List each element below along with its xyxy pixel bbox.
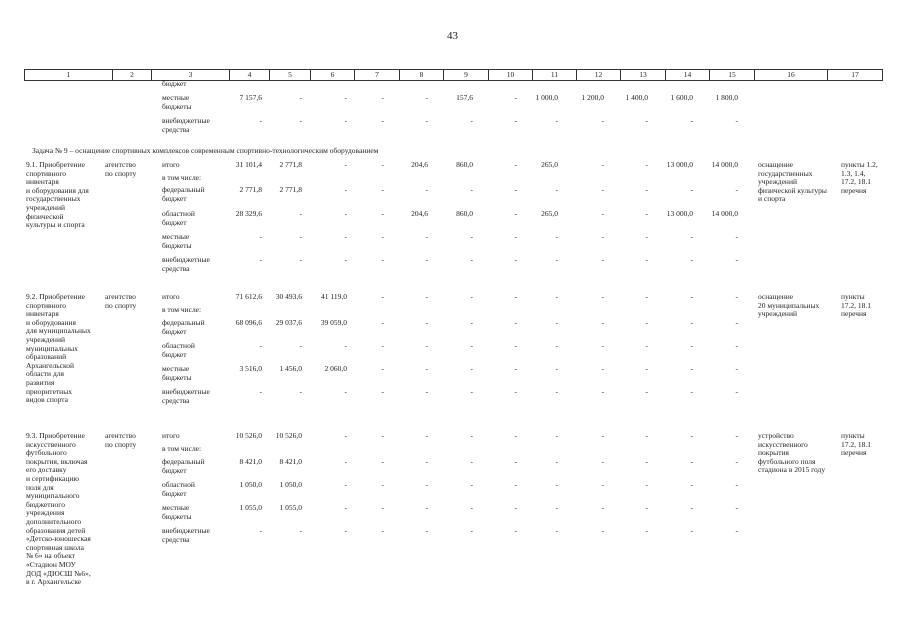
block1-loc-col7: -: [381, 232, 384, 241]
block3-reg-col7: -: [381, 480, 384, 489]
block2-ext-col4: -: [259, 387, 262, 396]
block1-label-total: итого: [162, 160, 180, 169]
block2-total-col9: -: [470, 292, 473, 301]
block2-total-col15: -: [735, 292, 738, 301]
block2-reg-col11: -: [555, 341, 558, 350]
block3-total-col9: -: [470, 431, 473, 440]
block1-name: 9.1. Приобретение спортивного инвентаря и оборудования для государственных учреждений физической культуры и спорта: [26, 160, 89, 230]
block1-label-incl: в том числе:: [162, 173, 202, 182]
block3-fed-col14: -: [690, 457, 693, 466]
block2-reg-col7: -: [381, 341, 384, 350]
block3-label-ext: внебюджетные средства: [162, 526, 210, 544]
block1-total-col10: -: [514, 160, 517, 169]
block1-fed-col13: -: [645, 185, 648, 194]
block1-loc-col15: -: [735, 232, 738, 241]
block2-loc-col13: -: [645, 364, 648, 373]
block3-reg-col6: -: [344, 480, 347, 489]
block1-reg-col6: -: [344, 209, 347, 218]
block3-loc-col9: -: [470, 503, 473, 512]
row-label-extra: внебюджетные средства: [162, 116, 210, 134]
block1-total-col15: 14 000,0: [711, 160, 738, 169]
block1-ext-col14: -: [690, 255, 693, 264]
block1-points: пункты 1.2, 1.3, 1.4, 17.2, 18.1 перечня: [841, 160, 878, 195]
block3-label-incl: в том числе:: [162, 444, 202, 453]
block1-reg-col4: 28 329,6: [235, 209, 262, 218]
block1-total-col4: 31 101,4: [235, 160, 262, 169]
block3-total-col8: -: [425, 431, 428, 440]
block3-total-col13: -: [645, 431, 648, 440]
block2-ext-col14: -: [690, 387, 693, 396]
block1-loc-col9: -: [470, 232, 473, 241]
block1-ext-col12: -: [601, 255, 604, 264]
top-extra-col8: -: [425, 116, 428, 125]
block2-ext-col8: -: [425, 387, 428, 396]
block2-label-incl: в том числе:: [162, 305, 202, 314]
top-extra-col14: -: [690, 116, 693, 125]
header-col-14: 14: [665, 70, 709, 80]
block2-ext-col13: -: [645, 387, 648, 396]
block3-reg-col10: -: [514, 480, 517, 489]
block1-reg-col8: 204,6: [411, 209, 428, 218]
header-col-2: 2: [112, 70, 151, 80]
block2-fed-col5: 29 037,6: [275, 318, 302, 327]
block2-fed-col4: 68 096,6: [235, 318, 262, 327]
block1-loc-col4: -: [259, 232, 262, 241]
top-local-col5: -: [299, 93, 302, 102]
block2-ext-col5: -: [299, 387, 302, 396]
block3-executor: агентство по спорту: [105, 431, 137, 449]
block3-reg-col11: -: [555, 480, 558, 489]
top-extra-col13: -: [645, 116, 648, 125]
block1-total-col11: 265,0: [541, 160, 558, 169]
block1-label-loc: местные бюджеты: [162, 232, 192, 250]
block3-label-total: итого: [162, 431, 180, 440]
block2-fed-col14: -: [690, 318, 693, 327]
block2-result: оснащение 20 муниципальных учреждений: [758, 292, 820, 319]
block3-fed-col5: 8 421,0: [279, 457, 302, 466]
block3-ext-col6: -: [344, 526, 347, 535]
block2-loc-col4: 3 516,0: [239, 364, 262, 373]
block3-points: пункты 17.2, 18.1 перечня: [841, 431, 871, 458]
block3-total-col5: 10 526,0: [275, 431, 302, 440]
block3-label-fed: федеральный бюджет: [162, 457, 205, 475]
block2-reg-col9: -: [470, 341, 473, 350]
block3-loc-col10: -: [514, 503, 517, 512]
block3-ext-col8: -: [425, 526, 428, 535]
block1-ext-col10: -: [514, 255, 517, 264]
header-col-7: 7: [354, 70, 399, 80]
block1-fed-col14: -: [690, 185, 693, 194]
top-local-col14: 1 600,0: [670, 93, 693, 102]
block3-total-col15: -: [735, 431, 738, 440]
block1-ext-col15: -: [735, 255, 738, 264]
header-col-3: 3: [151, 70, 229, 80]
block2-total-col10: -: [514, 292, 517, 301]
top-local-col13: 1 400,0: [625, 93, 648, 102]
block2-ext-col12: -: [601, 387, 604, 396]
block1-fed-col12: -: [601, 185, 604, 194]
block2-reg-col15: -: [735, 341, 738, 350]
block3-ext-col12: -: [601, 526, 604, 535]
block1-reg-col15: 14 000,0: [711, 209, 738, 218]
block1-reg-col14: 13 000,0: [666, 209, 693, 218]
block2-fed-col10: -: [514, 318, 517, 327]
block3-fed-col9: -: [470, 457, 473, 466]
block2-loc-col14: -: [690, 364, 693, 373]
block1-total-col14: 13 000,0: [666, 160, 693, 169]
block1-label-fed: федеральный бюджет: [162, 185, 205, 203]
block3-loc-col8: -: [425, 503, 428, 512]
block2-ext-col9: -: [470, 387, 473, 396]
block3-ext-col9: -: [470, 526, 473, 535]
block2-fed-col11: -: [555, 318, 558, 327]
header-col-5: 5: [269, 70, 310, 80]
block3-result: устройство искусственного покрытия футбольного поля стадиона в 2015 году: [758, 431, 826, 475]
block2-fed-col15: -: [735, 318, 738, 327]
top-local-col11: 1 000,0: [535, 93, 558, 102]
block1-ext-col13: -: [645, 255, 648, 264]
block3-loc-col14: -: [690, 503, 693, 512]
block1-total-col5: 2 771,8: [279, 160, 302, 169]
block1-ext-col7: -: [381, 255, 384, 264]
row-label-budget: бюджет: [162, 79, 187, 88]
block3-fed-col7: -: [381, 457, 384, 466]
block2-total-col6: 41 119,0: [321, 292, 347, 301]
block3-reg-col5: 1 050,0: [279, 480, 302, 489]
block3-total-col7: -: [381, 431, 384, 440]
task-title: Задача № 9 – оснащение спортивных комплексов современным спортивно-технологическим оборудованием: [32, 146, 379, 155]
block2-fed-col13: -: [645, 318, 648, 327]
block3-label-reg: областной бюджет: [162, 480, 195, 498]
block1-ext-col11: -: [555, 255, 558, 264]
block1-loc-col11: -: [555, 232, 558, 241]
block2-label-reg: областной бюджет: [162, 341, 195, 359]
top-extra-col11: -: [555, 116, 558, 125]
block2-reg-col10: -: [514, 341, 517, 350]
block3-ext-col15: -: [735, 526, 738, 535]
block2-loc-col15: -: [735, 364, 738, 373]
block3-reg-col13: -: [645, 480, 648, 489]
block3-total-col14: -: [690, 431, 693, 440]
block1-loc-col10: -: [514, 232, 517, 241]
block2-label-loc: местные бюджеты: [162, 364, 192, 382]
block2-reg-col5: -: [299, 341, 302, 350]
block1-ext-col5: -: [299, 255, 302, 264]
block2-total-col11: -: [555, 292, 558, 301]
block3-reg-col12: -: [601, 480, 604, 489]
header-col-16: 16: [754, 70, 827, 80]
block2-label-fed: федеральный бюджет: [162, 318, 205, 336]
header-col-11: 11: [532, 70, 576, 80]
block3-total-col11: -: [555, 431, 558, 440]
block3-fed-col13: -: [645, 457, 648, 466]
block2-reg-col8: -: [425, 341, 428, 350]
block2-loc-col7: -: [381, 364, 384, 373]
top-extra-col9: -: [470, 116, 473, 125]
block2-label-ext: внебюджетные средства: [162, 387, 210, 405]
block3-ext-col10: -: [514, 526, 517, 535]
block1-ext-col9: -: [470, 255, 473, 264]
block1-ext-col6: -: [344, 255, 347, 264]
block3-reg-col4: 1 050,0: [239, 480, 262, 489]
block2-total-col8: -: [425, 292, 428, 301]
block1-executor: агентство по спорту: [105, 160, 137, 178]
block3-ext-col5: -: [299, 526, 302, 535]
block2-loc-col10: -: [514, 364, 517, 373]
block2-total-col12: -: [601, 292, 604, 301]
top-extra-col5: -: [299, 116, 302, 125]
block1-fed-col10: -: [514, 185, 517, 194]
block2-fed-col9: -: [470, 318, 473, 327]
header-col-10: 10: [488, 70, 532, 80]
block1-loc-col13: -: [645, 232, 648, 241]
row-label-local: местные бюджеты: [162, 93, 192, 111]
block1-loc-col5: -: [299, 232, 302, 241]
block3-reg-col14: -: [690, 480, 693, 489]
block2-loc-col6: 2 060,0: [324, 364, 347, 373]
block3-loc-col11: -: [555, 503, 558, 512]
block1-label-reg: областной бюджет: [162, 209, 195, 227]
block3-name: 9.3. Приобретение искусственного футбольного покрытия, включая его доставку и сертификацию поля для муниципального бюджетного учреждения дополнительного образования детей «Детско-юношеская спортивная школа № 6» на объект «Стадион МОУ ДОД «ДЮСШ №6», в г. Архангельске: [26, 431, 91, 587]
header-col-15: 15: [709, 70, 754, 80]
block2-name: 9.2. Приобретение спортивного инвентаря и оборудования для муниципальных учреждений муниципальных образований Архангельской области для развития приоритетных видов спорта: [26, 292, 91, 405]
block3-ext-col14: -: [690, 526, 693, 535]
block3-loc-col6: -: [344, 503, 347, 512]
block3-total-col10: -: [514, 431, 517, 440]
block2-loc-col5: 1 456,0: [279, 364, 302, 373]
block3-fed-col15: -: [735, 457, 738, 466]
block1-reg-col9: 860,0: [456, 209, 473, 218]
block1-fed-col7: -: [381, 185, 384, 194]
block3-fed-col4: 8 421,0: [239, 457, 262, 466]
block2-total-col7: -: [381, 292, 384, 301]
block3-fed-col8: -: [425, 457, 428, 466]
block2-total-col4: 71 612,6: [235, 292, 262, 301]
block3-loc-col15: -: [735, 503, 738, 512]
block3-loc-col12: -: [601, 503, 604, 512]
block1-total-col6: -: [344, 160, 347, 169]
top-extra-col4: -: [259, 116, 262, 125]
block2-executor: агентство по спорту: [105, 292, 137, 310]
header-col-6: 6: [310, 70, 354, 80]
block1-fed-col5: 2 771,8: [279, 185, 302, 194]
block1-fed-col9: -: [470, 185, 473, 194]
block1-reg-col11: 265,0: [541, 209, 558, 218]
block3-loc-col4: 1 055,0: [239, 503, 262, 512]
block1-total-col12: -: [601, 160, 604, 169]
block3-loc-col7: -: [381, 503, 384, 512]
block1-result: оснащение государственных учреждений физической культуры и спорта: [758, 160, 827, 204]
header-col-12: 12: [576, 70, 620, 80]
block3-ext-col13: -: [645, 526, 648, 535]
block2-loc-col11: -: [555, 364, 558, 373]
block2-reg-col14: -: [690, 341, 693, 350]
block3-reg-col9: -: [470, 480, 473, 489]
block3-ext-col4: -: [259, 526, 262, 535]
header-col-8: 8: [399, 70, 443, 80]
block2-ext-col6: -: [344, 387, 347, 396]
block2-reg-col12: -: [601, 341, 604, 350]
block2-fed-col8: -: [425, 318, 428, 327]
block1-total-col9: 860,0: [456, 160, 473, 169]
block2-ext-col7: -: [381, 387, 384, 396]
page-number: 43: [447, 30, 458, 42]
top-local-col6: -: [344, 93, 347, 102]
top-extra-col6: -: [344, 116, 347, 125]
block3-fed-col12: -: [601, 457, 604, 466]
block1-loc-col12: -: [601, 232, 604, 241]
header-col-4: 4: [229, 70, 269, 80]
header-col-13: 13: [620, 70, 665, 80]
block2-ext-col11: -: [555, 387, 558, 396]
block3-loc-col13: -: [645, 503, 648, 512]
block1-fed-col8: -: [425, 185, 428, 194]
top-local-col15: 1 800,0: [715, 93, 738, 102]
block3-total-col6: -: [344, 431, 347, 440]
column-number-header: [24, 69, 883, 81]
block2-reg-col6: -: [344, 341, 347, 350]
block2-fed-col6: 39 059,0: [320, 318, 347, 327]
block2-loc-col8: -: [425, 364, 428, 373]
block1-fed-col11: -: [555, 185, 558, 194]
top-extra-col15: -: [735, 116, 738, 125]
block2-loc-col12: -: [601, 364, 604, 373]
block2-fed-col12: -: [601, 318, 604, 327]
block3-total-col4: 10 526,0: [235, 431, 262, 440]
block1-label-ext: внебюджетные средства: [162, 255, 210, 273]
block1-ext-col8: -: [425, 255, 428, 264]
block1-loc-col8: -: [425, 232, 428, 241]
block3-label-loc: местные бюджеты: [162, 503, 192, 521]
block1-fed-col6: -: [344, 185, 347, 194]
block3-ext-col7: -: [381, 526, 384, 535]
block1-total-col8: 204,6: [411, 160, 428, 169]
top-extra-col10: -: [514, 116, 517, 125]
block1-loc-col6: -: [344, 232, 347, 241]
top-local-col4: 7 157,6: [239, 93, 262, 102]
block2-points: пункты 17.2, 18.1 перечня: [841, 292, 871, 319]
block1-fed-col15: -: [735, 185, 738, 194]
block2-loc-col9: -: [470, 364, 473, 373]
block2-total-col14: -: [690, 292, 693, 301]
block1-reg-col7: -: [381, 209, 384, 218]
block3-fed-col11: -: [555, 457, 558, 466]
top-local-col10: -: [514, 93, 517, 102]
block1-total-col7: -: [381, 160, 384, 169]
top-local-col12: 1 200,0: [581, 93, 604, 102]
top-local-col7: -: [381, 93, 384, 102]
block2-ext-col15: -: [735, 387, 738, 396]
block3-total-col12: -: [601, 431, 604, 440]
block2-total-col13: -: [645, 292, 648, 301]
top-extra-col12: -: [601, 116, 604, 125]
block1-reg-col12: -: [601, 209, 604, 218]
block1-ext-col4: -: [259, 255, 262, 264]
block3-ext-col11: -: [555, 526, 558, 535]
block1-reg-col10: -: [514, 209, 517, 218]
block1-loc-col14: -: [690, 232, 693, 241]
header-col-9: 9: [443, 70, 488, 80]
top-local-col9: 157,6: [456, 93, 473, 102]
block3-fed-col6: -: [344, 457, 347, 466]
block1-fed-col4: 2 771,8: [239, 185, 262, 194]
top-extra-col7: -: [381, 116, 384, 125]
block2-total-col5: 30 493,6: [275, 292, 302, 301]
block2-label-total: итого: [162, 292, 180, 301]
block3-reg-col15: -: [735, 480, 738, 489]
block3-reg-col8: -: [425, 480, 428, 489]
block2-reg-col13: -: [645, 341, 648, 350]
block2-reg-col4: -: [259, 341, 262, 350]
block2-fed-col7: -: [381, 318, 384, 327]
block1-reg-col5: -: [299, 209, 302, 218]
block1-total-col13: -: [645, 160, 648, 169]
header-col-17: 17: [827, 70, 882, 80]
header-col-1: 1: [66, 70, 71, 79]
block2-ext-col10: -: [514, 387, 517, 396]
block1-reg-col13: -: [645, 209, 648, 218]
block3-fed-col10: -: [514, 457, 517, 466]
block3-loc-col5: 1 055,0: [279, 503, 302, 512]
top-local-col8: -: [425, 93, 428, 102]
